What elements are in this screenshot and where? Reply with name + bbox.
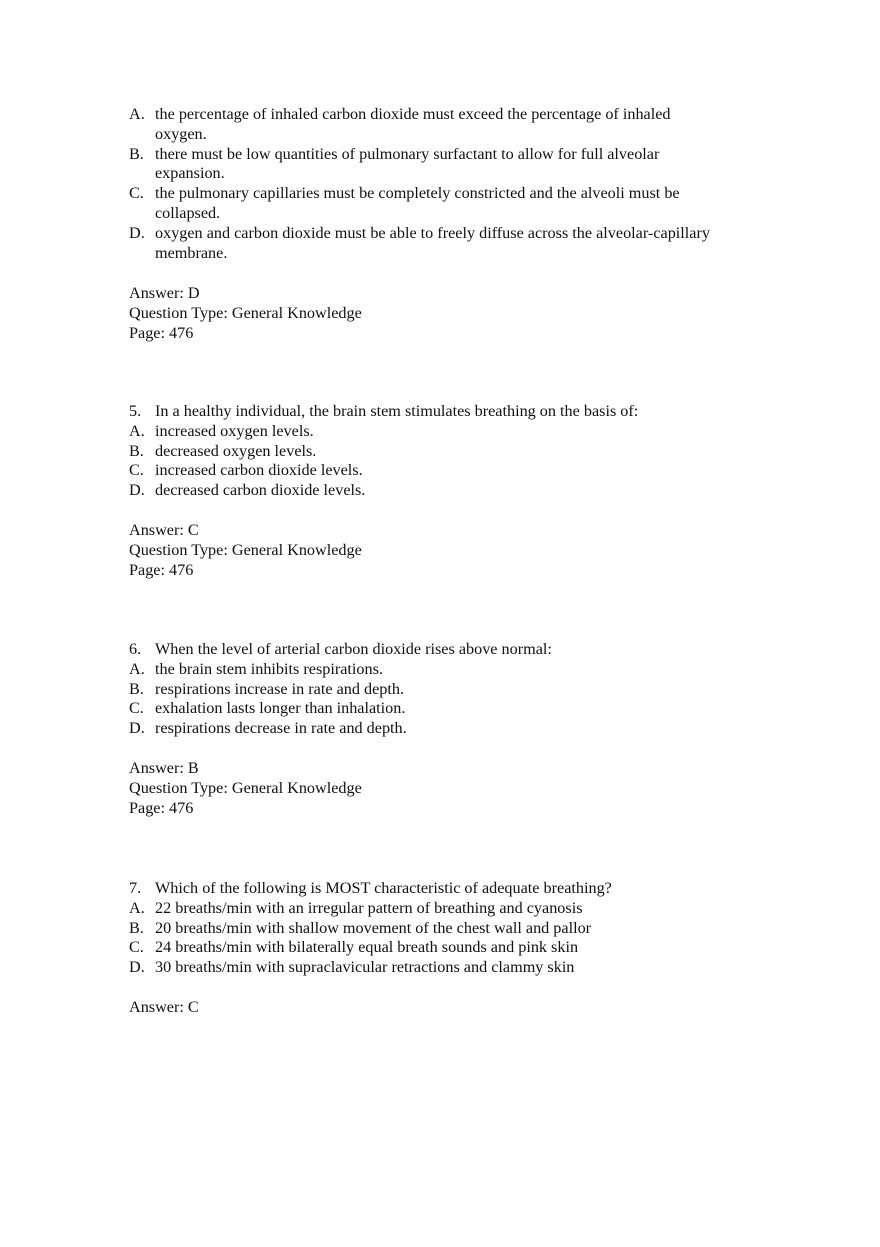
answer-line: Answer: C bbox=[129, 998, 199, 1016]
option-d bbox=[129, 958, 769, 978]
option-c bbox=[129, 938, 769, 958]
option-text: 30 breaths/min with supraclavicular retractions and clammy skin bbox=[155, 958, 575, 977]
option-text: the percentage of inhaled carbon dioxide must exceed the percentage of inhaled oxygen. bbox=[155, 105, 671, 143]
question-stem bbox=[129, 402, 769, 422]
option-text: 20 breaths/min with shallow movement of the chest wall and pallor bbox=[155, 918, 592, 937]
option-b bbox=[129, 680, 769, 700]
option-c bbox=[129, 699, 769, 719]
option-text: oxygen and carbon dioxide must be able to freely diffuse across the alveolar-capillary membrane. bbox=[155, 223, 710, 262]
answer-line: Answer: D bbox=[129, 284, 200, 302]
page-ref-line: Page: 476 bbox=[129, 560, 194, 579]
option-a bbox=[129, 422, 769, 442]
option-c bbox=[129, 184, 769, 224]
option-letter: A. bbox=[129, 898, 145, 917]
question-type-line: Question Type: General Knowledge bbox=[129, 778, 362, 797]
option-d bbox=[129, 481, 769, 501]
option-text: increased carbon dioxide levels. bbox=[155, 461, 363, 480]
option-text: 24 breaths/min with bilaterally equal breath sounds and pink skin bbox=[155, 938, 579, 957]
question-text: When the level of arterial carbon dioxide rises above normal: bbox=[155, 640, 552, 658]
question-7-meta bbox=[129, 998, 769, 1018]
question-7 bbox=[129, 879, 769, 978]
option-text: increased oxygen levels. bbox=[155, 421, 314, 440]
question-number: 6. bbox=[129, 640, 142, 658]
option-a bbox=[129, 105, 769, 145]
question-4-meta bbox=[129, 284, 769, 343]
option-letter: C. bbox=[129, 938, 144, 957]
question-text: Which of the following is MOST characteristic of adequate breathing? bbox=[155, 879, 612, 897]
option-d bbox=[129, 719, 769, 739]
option-text: respirations decrease in rate and depth. bbox=[155, 719, 407, 738]
option-letter: C. bbox=[129, 699, 144, 718]
option-letter: C. bbox=[129, 461, 144, 480]
answer-line: Answer: C bbox=[129, 521, 199, 539]
option-b bbox=[129, 919, 769, 939]
option-a bbox=[129, 660, 769, 680]
page-ref-line: Page: 476 bbox=[129, 798, 194, 817]
option-text: respirations increase in rate and depth. bbox=[155, 679, 405, 698]
question-stem bbox=[129, 640, 769, 660]
option-letter: C. bbox=[129, 184, 144, 203]
question-4-options bbox=[129, 105, 769, 263]
option-c bbox=[129, 461, 769, 481]
option-text: there must be low quantities of pulmonary surfactant to allow for full alveolar expansion. bbox=[155, 144, 660, 183]
question-type-line: Question Type: General Knowledge bbox=[129, 540, 362, 559]
question-6 bbox=[129, 640, 769, 739]
option-letter: B. bbox=[129, 441, 144, 460]
option-text: decreased oxygen levels. bbox=[155, 441, 317, 460]
option-letter: D. bbox=[129, 223, 145, 242]
option-letter: A. bbox=[129, 659, 145, 678]
option-text: 22 breaths/min with an irregular pattern of breathing and cyanosis bbox=[155, 898, 583, 917]
option-letter: B. bbox=[129, 918, 144, 937]
question-number: 7. bbox=[129, 879, 142, 897]
answer-line: Answer: B bbox=[129, 759, 199, 777]
option-letter: D. bbox=[129, 958, 145, 977]
question-5-meta bbox=[129, 521, 769, 580]
option-text: decreased carbon dioxide levels. bbox=[155, 481, 366, 500]
page-ref-line: Page: 476 bbox=[129, 323, 194, 342]
option-letter: B. bbox=[129, 144, 144, 163]
option-letter: B. bbox=[129, 679, 144, 698]
option-text: the brain stem inhibits respirations. bbox=[155, 659, 383, 678]
option-letter: D. bbox=[129, 719, 145, 738]
question-type-line: Question Type: General Knowledge bbox=[129, 303, 362, 322]
option-text: exhalation lasts longer than inhalation. bbox=[155, 699, 406, 718]
option-text: the pulmonary capillaries must be completely constricted and the alveoli must be collapsed. bbox=[155, 184, 680, 222]
question-6-meta bbox=[129, 759, 769, 818]
option-letter: A. bbox=[129, 421, 145, 440]
question-5 bbox=[129, 402, 769, 501]
option-letter: A. bbox=[129, 105, 145, 123]
question-number: 5. bbox=[129, 402, 142, 420]
option-d bbox=[129, 224, 769, 264]
option-letter: D. bbox=[129, 481, 145, 500]
question-stem bbox=[129, 879, 769, 899]
option-b bbox=[129, 145, 769, 185]
option-b bbox=[129, 442, 769, 462]
question-text: In a healthy individual, the brain stem stimulates breathing on the basis of: bbox=[155, 402, 639, 420]
option-a bbox=[129, 899, 769, 919]
